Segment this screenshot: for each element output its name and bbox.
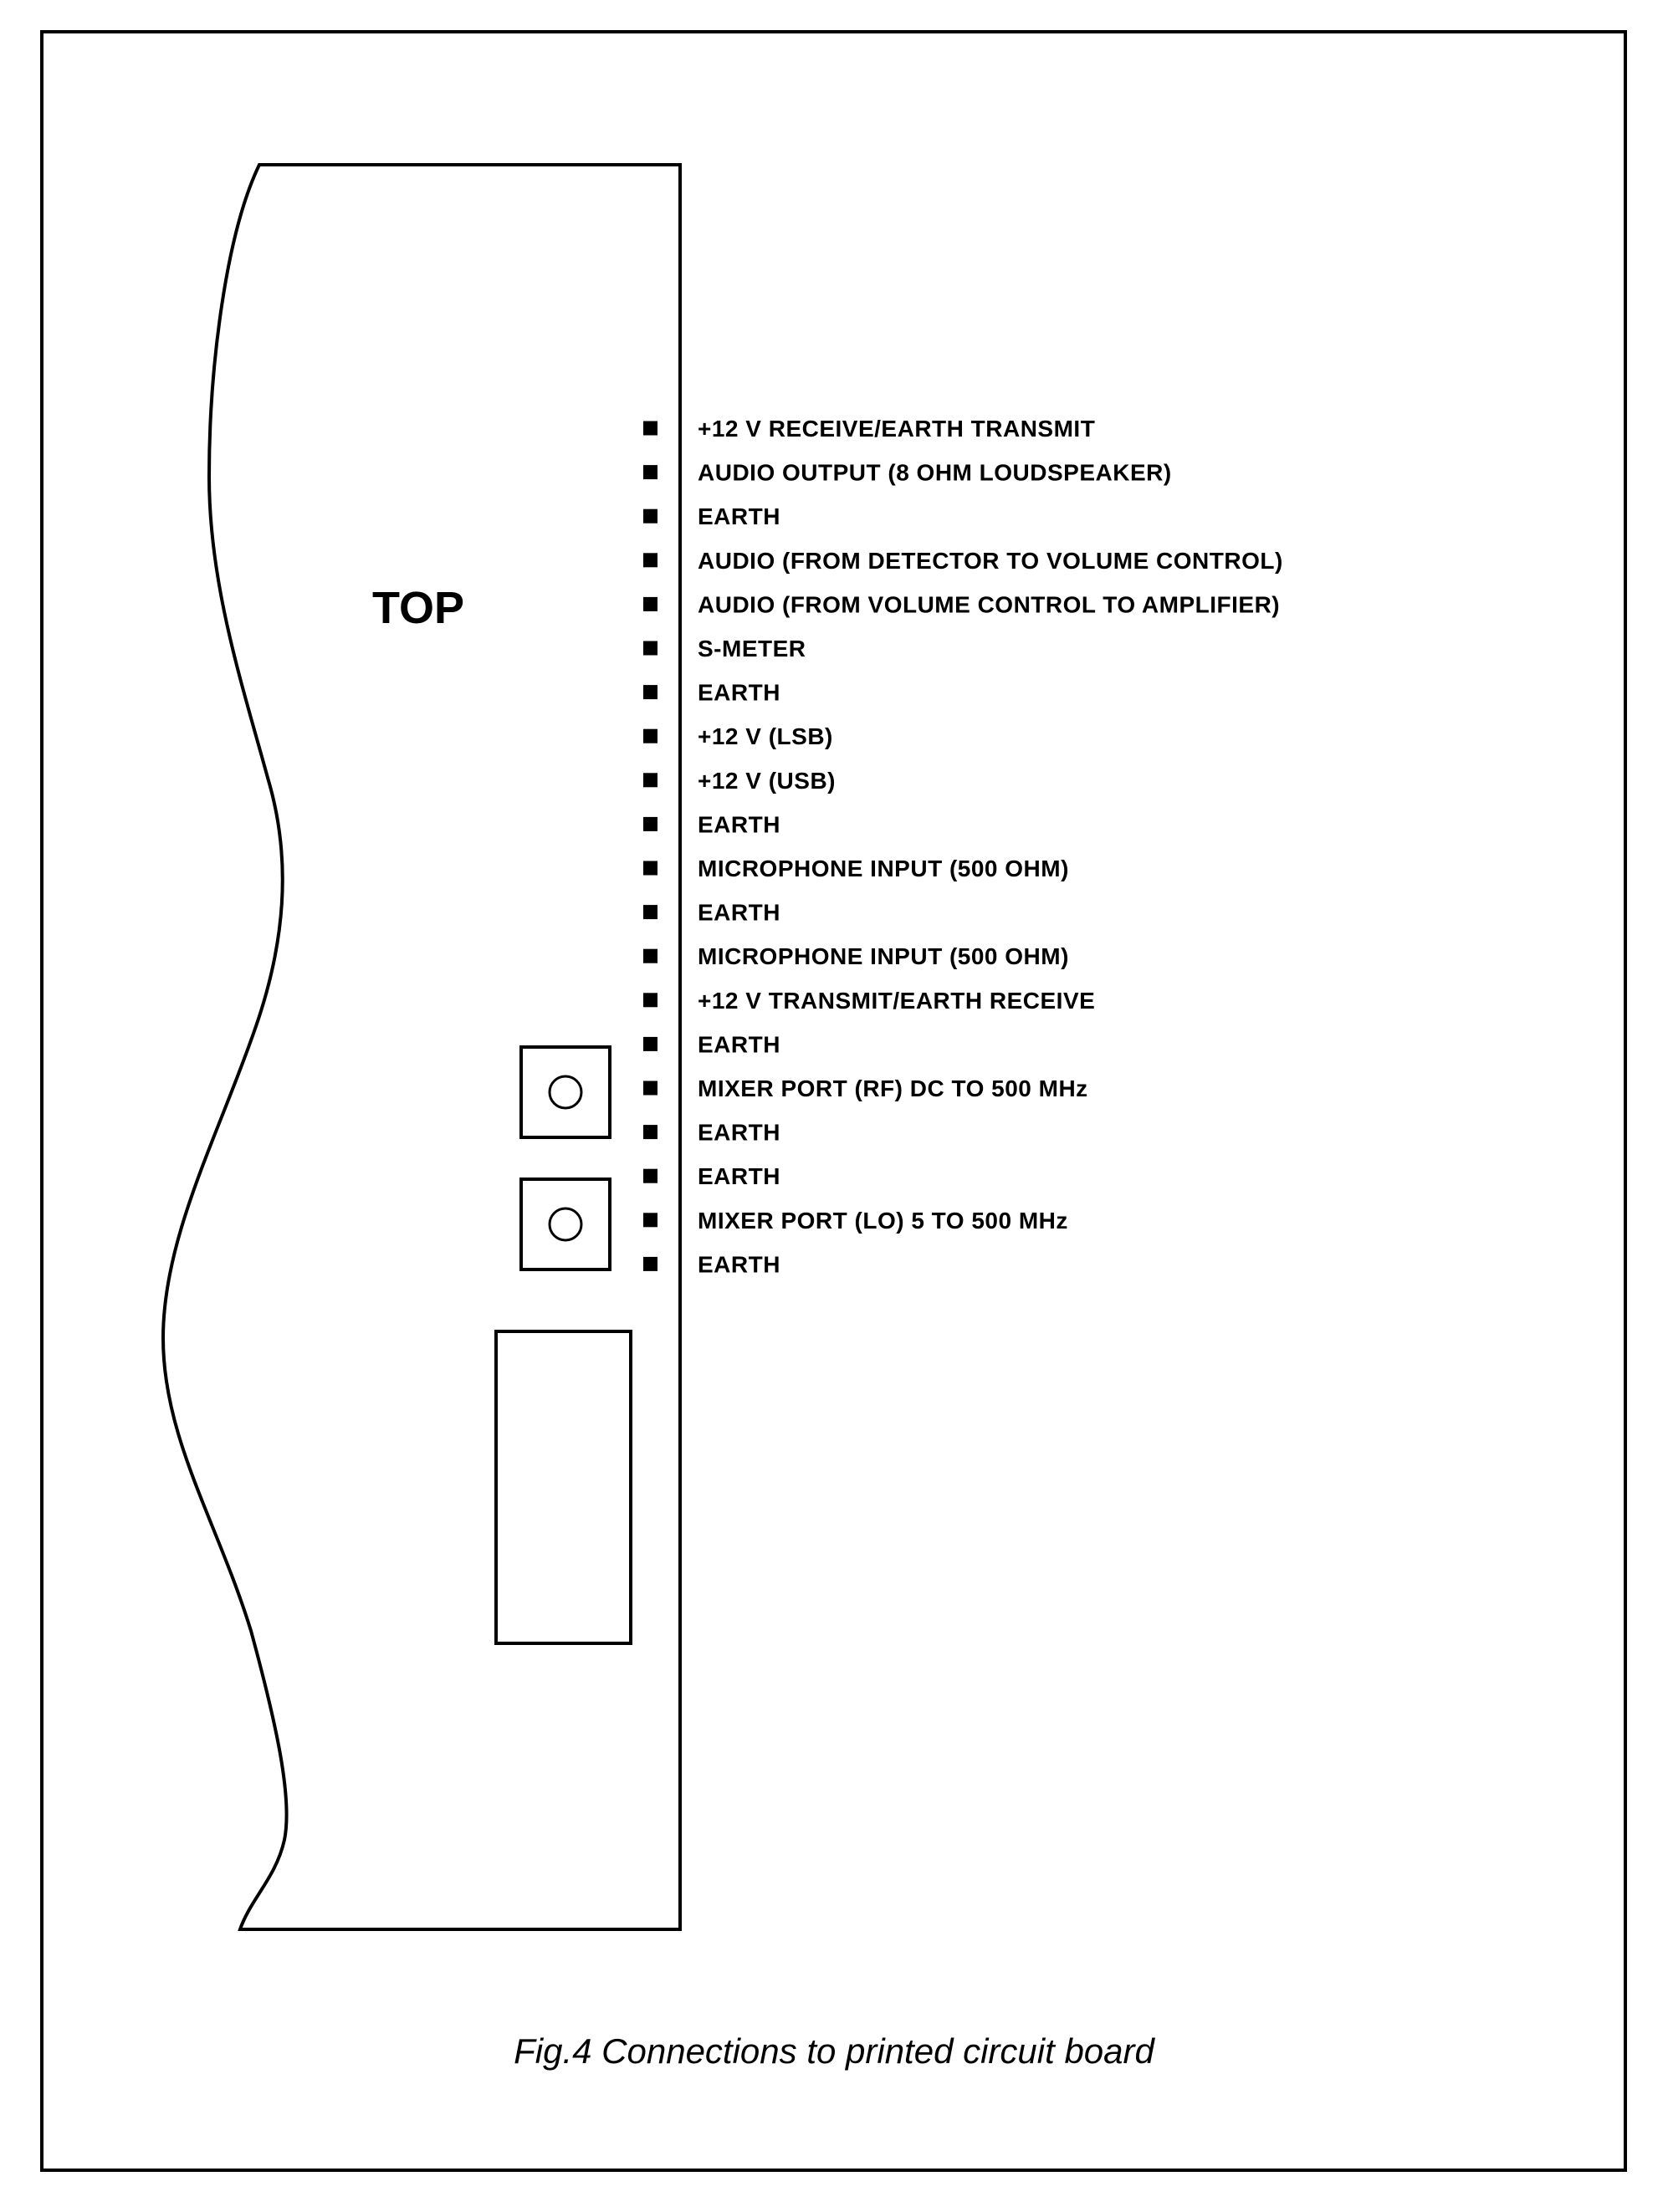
pin-label: +12 V RECEIVE/EARTH TRANSMIT (698, 416, 1096, 442)
connection-pad (643, 773, 657, 787)
rf-port-connector (521, 1047, 610, 1137)
pin-label: AUDIO (FROM DETECTOR TO VOLUME CONTROL) (698, 547, 1283, 574)
pin-label: EARTH (698, 1031, 780, 1058)
pin-label: EARTH (698, 811, 780, 838)
connection-pad (643, 553, 657, 567)
pin-label: EARTH (698, 679, 780, 706)
connection-pad (643, 729, 657, 743)
pin-label: +12 V TRANSMIT/EARTH RECEIVE (698, 987, 1096, 1014)
pin-label: +12 V (USB) (698, 767, 836, 794)
board-label: TOP (372, 583, 465, 633)
lo-connector-body (521, 1179, 610, 1269)
pin-label: EARTH (698, 899, 780, 926)
figure-caption: Fig.4 Connections to printed circuit board (514, 2031, 1154, 2071)
connection-pad (643, 597, 657, 611)
connection-pad (643, 465, 657, 479)
connection-pad (643, 1037, 657, 1051)
connection-pad (643, 641, 657, 656)
pin-label: +12 V (LSB) (698, 723, 833, 750)
connection-pad (643, 421, 657, 436)
pin-label: S-METER (698, 636, 806, 662)
connection-pad (643, 685, 657, 699)
connection-pad (643, 1213, 657, 1227)
pin-label: MICROPHONE INPUT (500 OHM) (698, 943, 1069, 970)
connection-pad (643, 1257, 657, 1271)
pin-label: EARTH (698, 1119, 780, 1146)
connection-pad (643, 1125, 657, 1139)
rf-connector-body (521, 1047, 610, 1137)
pin-label: EARTH (698, 503, 780, 530)
connection-pad (643, 1169, 657, 1183)
mixer-module (496, 1331, 631, 1643)
pin-label: AUDIO OUTPUT (8 OHM LOUDSPEAKER) (698, 459, 1172, 486)
pin-label: EARTH (698, 1251, 780, 1278)
rf-connector-socket (550, 1076, 581, 1108)
pin-list (643, 416, 1283, 1277)
connection-pad (643, 993, 657, 1007)
lo-connector-socket (550, 1208, 581, 1240)
pin-label: MICROPHONE INPUT (500 OHM) (698, 856, 1069, 881)
connection-pad (643, 861, 657, 876)
lo-port-connector (521, 1179, 610, 1269)
connection-pad (643, 817, 657, 831)
connection-pad (643, 509, 657, 524)
pin-label: MIXER PORT (RF) DC TO 500 MHz (698, 1075, 1088, 1101)
pin-label: MIXER PORT (LO) 5 TO 500 MHz (698, 1207, 1068, 1234)
connection-pad (643, 1081, 657, 1096)
connection-pad (643, 905, 657, 919)
connection-pad (643, 949, 657, 963)
pin-label: AUDIO (FROM VOLUME CONTROL TO AMPLIFIER) (698, 591, 1281, 618)
pin-label: EARTH (698, 1163, 780, 1190)
